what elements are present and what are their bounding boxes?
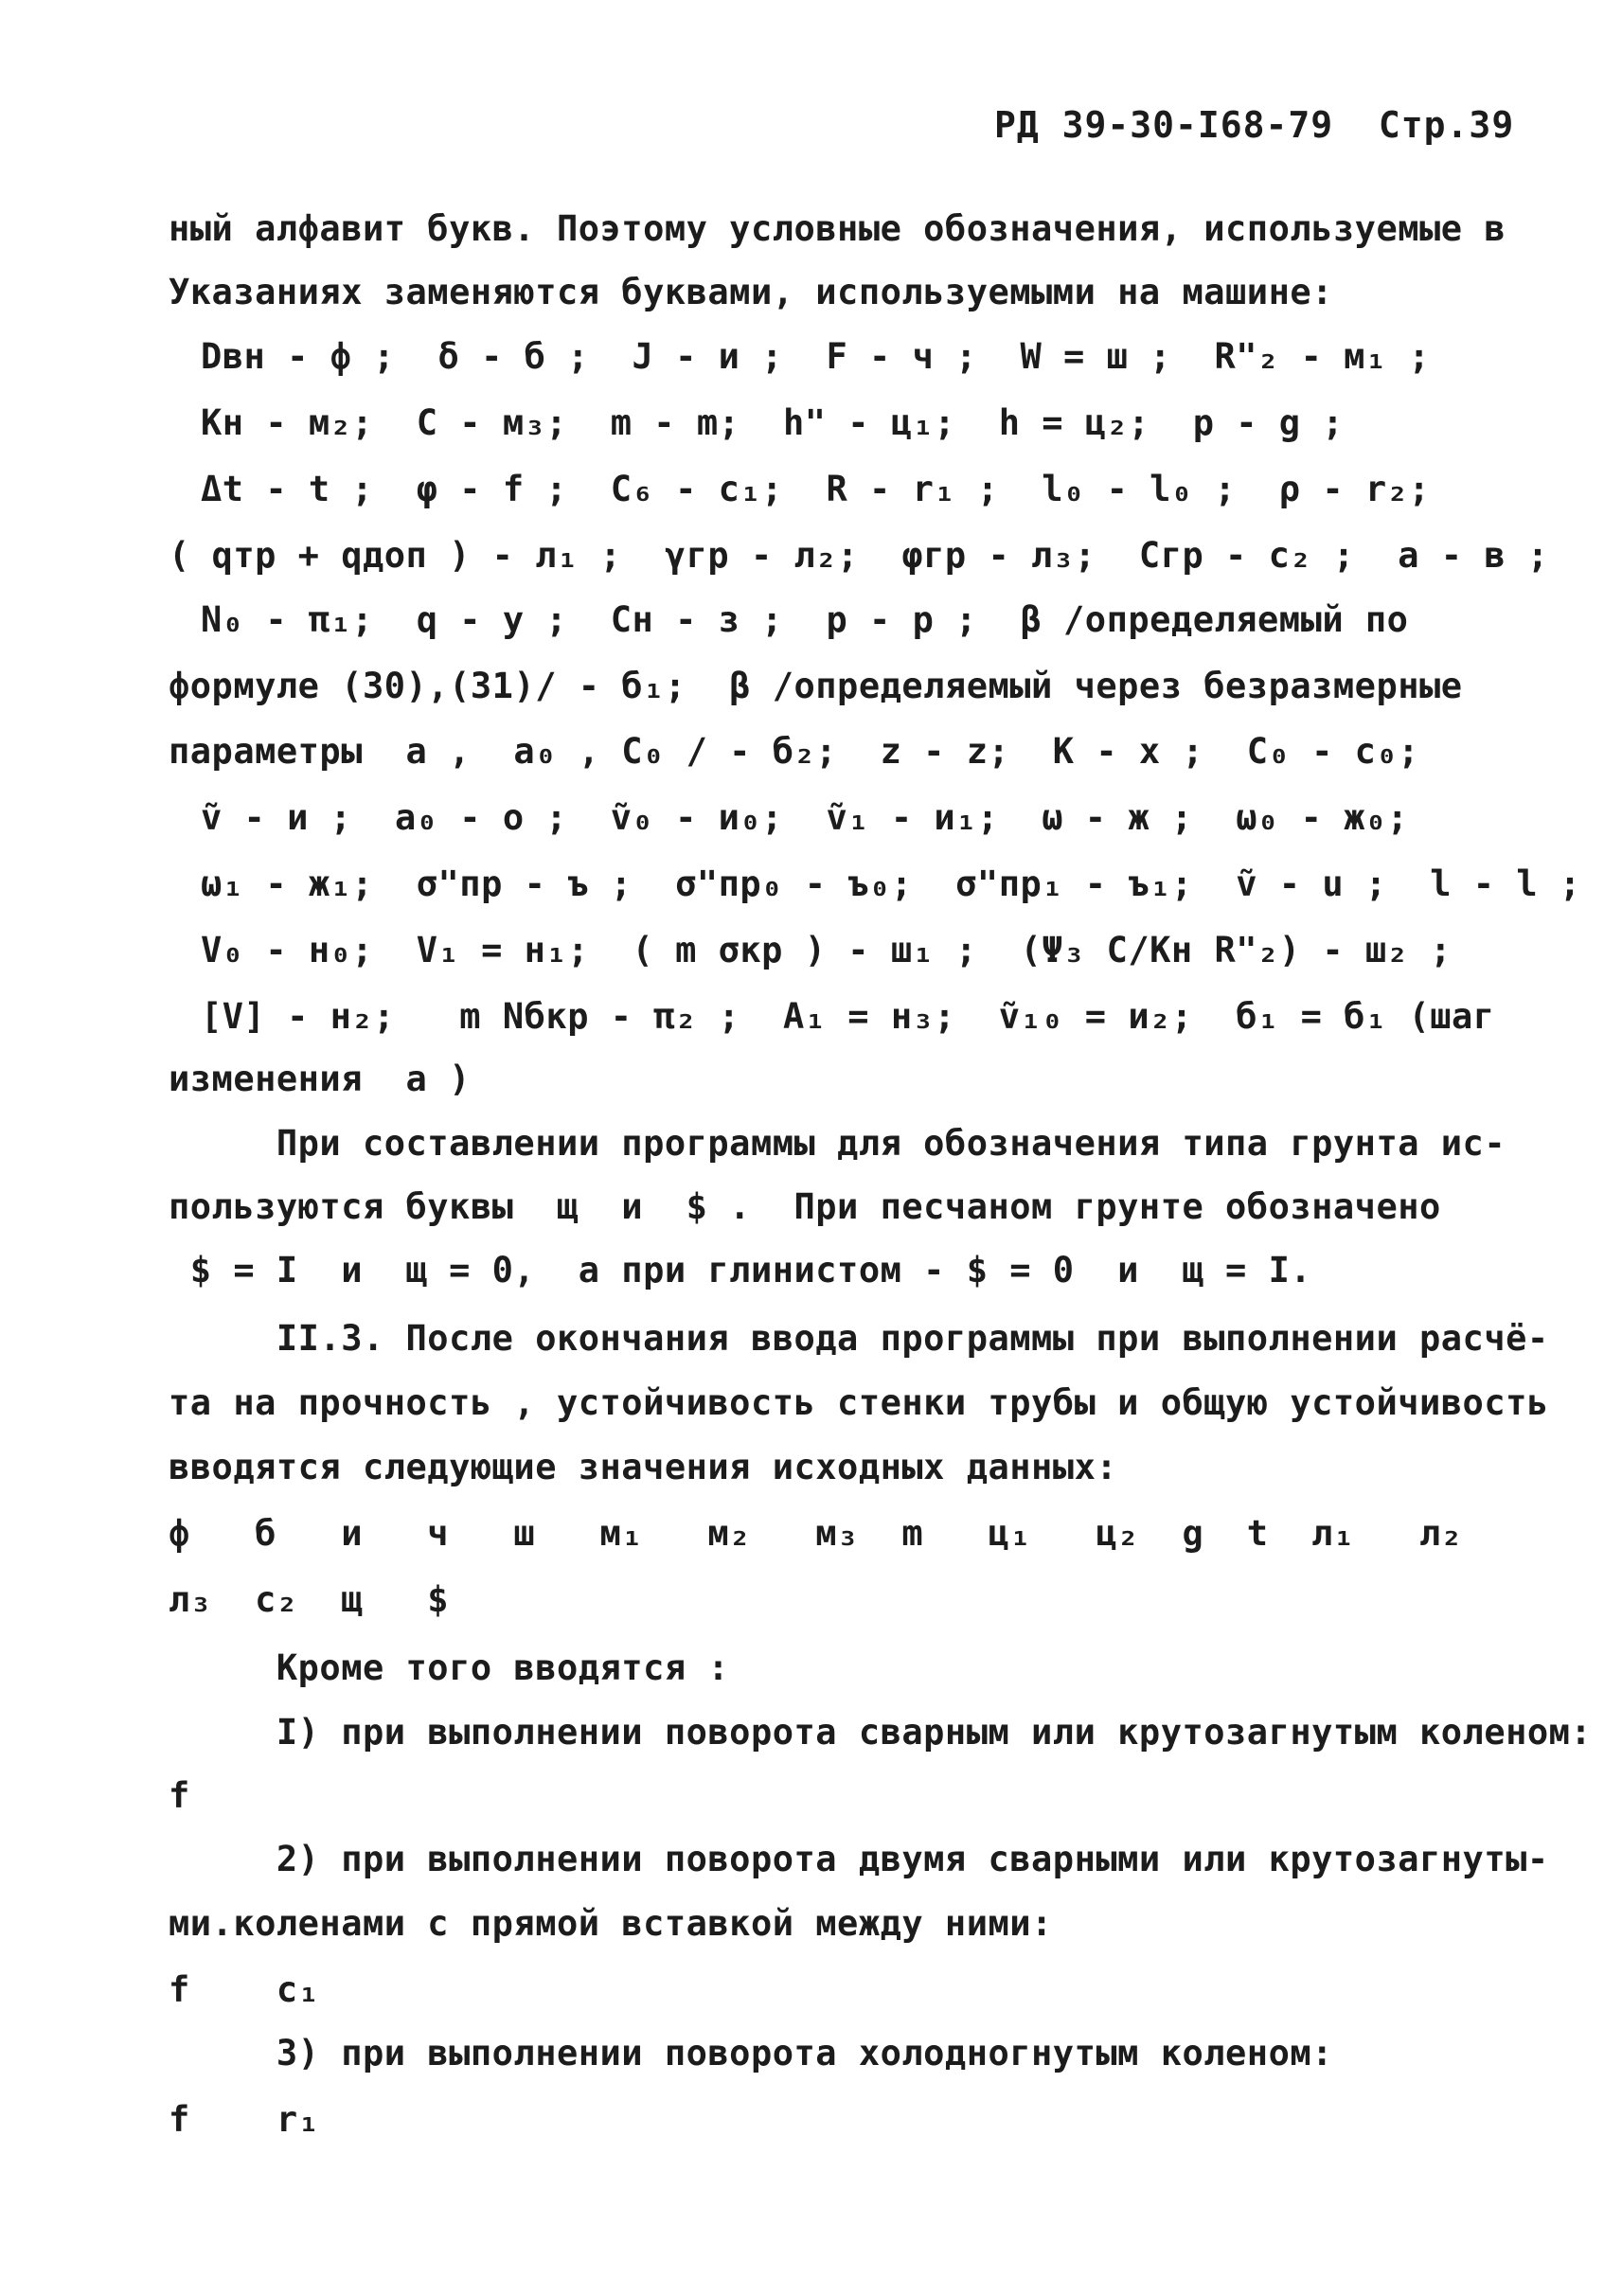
paragraph-line: пользуются буквы щ и $ . При песчаном грунте обозначено [169,1186,1441,1227]
text-line: формуле (30),(31)/ - б₁; β /определяемый через безразмерные [169,666,1463,706]
formula-line: ṽ - и ; a₀ - о ; ṽ₀ - и₀; ṽ₁ - и₁; ω - ж ; ω₀ - ж₀; [201,797,1409,838]
formula-line: Δt - t ; φ - f ; C₆ - c₁; R - r₁ ; l₀ - l₀ ; ρ - r₂; [201,469,1431,509]
paragraph-line: 2) при выполнении поворота двумя сварными или крутозагнуты- [169,1839,1549,1879]
formula-line: N₀ - π₁; q - у ; Cн - з ; p - р ; β /определяемый по [201,599,1409,640]
paragraph-line: $ = I и щ = 0, а при глинистом - $ = 0 и щ = I. [169,1250,1312,1290]
formula-line: V₀ - н₀; V₁ = н₁; ( m σкр ) - ш₁ ; (Ψ₃ C/Kн R"₂) - ш₂ ; [201,930,1453,970]
formula-line: ( qтр + qдоп ) - л₁ ; γгр - л₂; φгр - л₃; Cгр - c₂ ; a - в ; [169,535,1549,576]
formula-line: параметры a , a₀ , C₀ / - б₂; z - z; K - х ; C₀ - c₀; [169,731,1420,772]
symbol-list-line: f c₁ [169,1969,320,2010]
symbol-list-line: f [169,1775,190,1816]
paragraph-line: I) при выполнении поворота сварным или крутозагнутым коленом: [169,1712,1593,1753]
symbol-list-line: л₃ с₂ щ $ [169,1579,450,1620]
paragraph-line: Кроме того вводятся : [169,1647,730,1688]
symbol-list-line: f r₁ [169,2099,320,2140]
formula-line: ω₁ - ж₁; σ"пр - ъ ; σ"пр₀ - ъ₀; σ"пр₁ - ъ₁; ṽ - u ; l - l ; [201,863,1581,904]
formula-line: Kн - м₂; C - м₃; m - m; h" - ц₁; h = ц₂; p - g ; [201,402,1345,443]
formula-line: [V] - н₂; m Nбкр - π₂ ; A₁ = н₃; ṽ₁₀ = и₂; б₁ = б₁ (шаг [201,996,1495,1037]
paragraph-line: вводятся следующие значения исходных данных: [169,1447,1118,1487]
paragraph-line: 3) при выполнении поворота холодногнутым коленом: [169,2033,1333,2074]
text-line: изменения a ) [169,1059,471,1099]
text-line: ный алфавит букв. Поэтому условные обозначения, используемые в [169,208,1506,249]
formula-line: Dвн - ф ; δ - б ; J - и ; F - ч ; W = ш ; R"₂ - м₁ ; [201,336,1431,377]
symbol-list-line: ф б и ч ш м₁ м₂ м₃ m ц₁ ц₂ g t л₁ л₂ [169,1513,1463,1554]
page-header: РД 39-30-I68-79 Стр.39 [994,104,1515,146]
paragraph-line: При составлении программы для обозначения типа грунта ис- [169,1123,1506,1164]
paragraph-line: II.3. После окончания ввода программы при выполнении расчё- [169,1318,1549,1359]
text-line: Указаниях заменяются буквами, используемыми на машине: [169,272,1333,312]
paragraph-line: ми.коленами с прямой вставкой между ними: [169,1903,1053,1944]
paragraph-line: та на прочность , устойчивость стенки трубы и общую устойчивость [169,1382,1549,1423]
